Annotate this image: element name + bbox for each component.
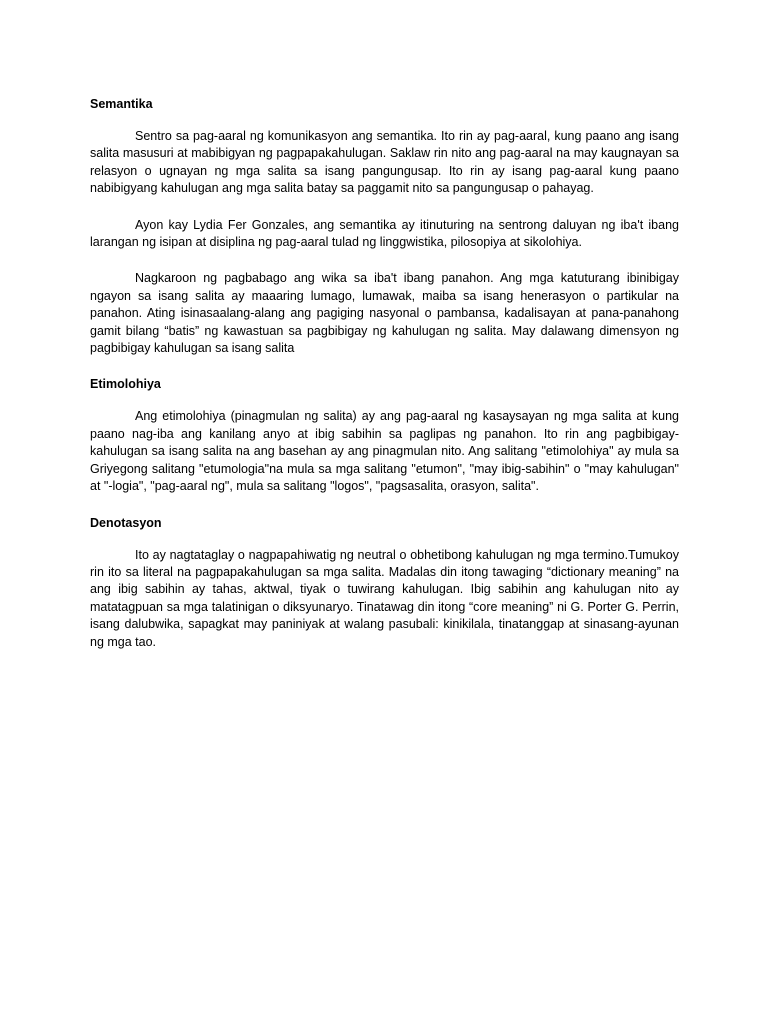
section-heading: Denotasyon — [90, 515, 162, 530]
section-heading: Semantika — [90, 97, 153, 111]
document-page — [90, 96, 679, 651]
section-heading: Etimolohiya — [90, 377, 161, 392]
section-etimolohiya — [90, 376, 679, 495]
section-denotasyon — [90, 515, 679, 651]
paragraph: Nagkaroon ng pagbabago ang wika sa iba't ibang panahon. Ang mga katuturang ibinibigay ngayon sa isang salita ay maaaring lumago, lumawak, maiba sa isang henerasyon o partikular na panahon. Ating isinasaalang-alang ang pagiging nasyonal o pambansa, kadalisayan at pana-panahong gamit bilang “batis” ng kawastuan sa pagbibigay ng kahulugan ng salita. May dalawang dimensyon ng pagbibigay kahulugan sa isang salita — [90, 271, 679, 356]
paragraph: Ayon kay Lydia Fer Gonzales, ang semantika ay itinuturing na sentrong daluyan ng iba't ibang larangan ng isipan at disiplina ng pag-aaral tulad ng linggwistika, pilosopiya at sikolohiya. — [90, 217, 679, 250]
paragraph: Ang etimolohiya (pinagmulan ng salita) ay ang pag-aaral ng kasaysayan ng mga salita at kung paano nag-iba ang kanilang anyo at ibig sabihin sa paglipas ng panahon. Ito rin ang pagbibigay-kahulugan sa isang salita na ang basehan ay ang pinagmulan nito. Ang salitang "etimolohiya" ay mula sa Griyegong salitang "etumologia"na mula sa mga salitang "etumon", "may ibig-sabihin" o "may kahulugan" at "-logia", "pag-aaral ng", mula sa salitang "logos", "pagsasalita, orasyon, salita". — [90, 409, 679, 494]
paragraph: Sentro sa pag-aaral ng komunikasyon ang semantika. Ito rin ay pag-aaral, kung paano ang isang salita masusuri at mabibigyan ng pagpapakahulugan. Saklaw rin nito ang pag-aaral na may kaugnayan sa relasyon o ugnayan ng mga salita sa isang pangungusap. Ito rin ay isang pag-aaral kung paano nabibigyang kahulugan ang mga salita batay sa paggamit nito sa pangungusap o pahayag. — [90, 129, 679, 196]
paragraph: Ito ay nagtataglay o nagpapahiwatig ng neutral o obhetibong kahulugan ng mga termino.Tumukoy rin ito sa literal na pagpapakahulugan sa mga salita. Madalas din itong tawaging “dictionary meaning” na ang ibig sabihin ay tahas, aktwal, tiyak o tuwirang kahulugan. Ibig sabihin ang kahulugan nito ay matatagpuan sa mga talatinigan o diksyunaryo. Tinatawag din itong “core meaning” ni G. Porter G. Perrin, isang dalubwika, sapagkat may paniniyak at walang pasubali: kinikilala, tinatanggap at sinasang-ayunan ng mga tao. — [90, 547, 679, 649]
section-semantika — [90, 96, 679, 357]
